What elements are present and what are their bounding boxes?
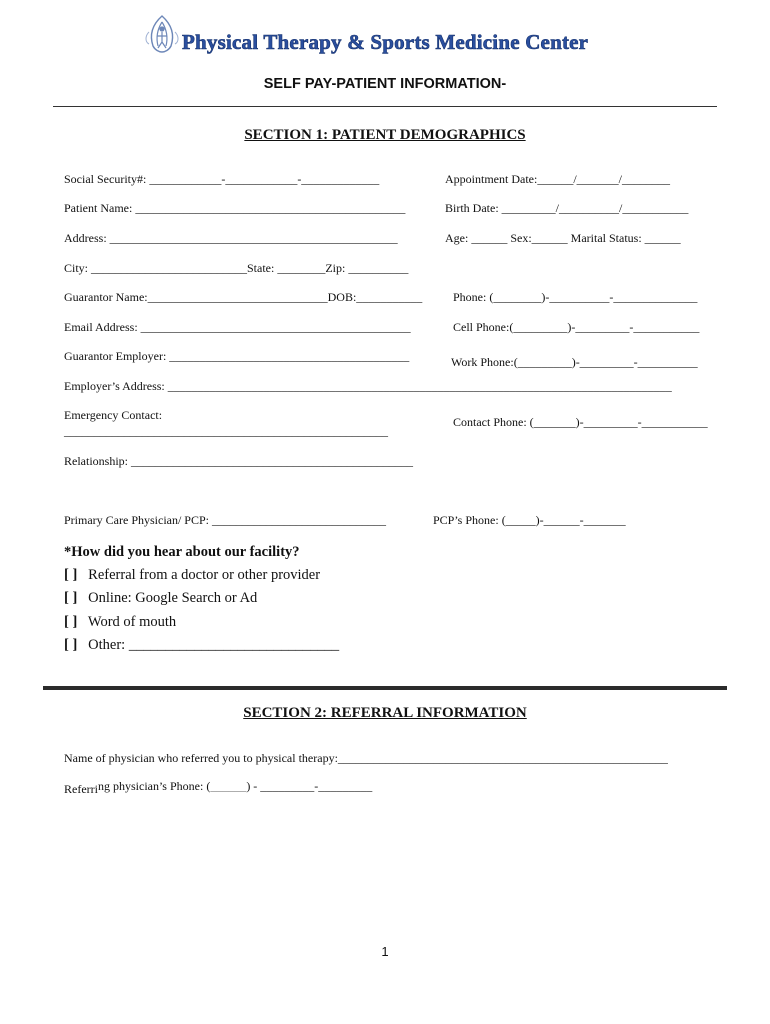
guarantor-name-field[interactable]: Guarantor Name:______________________________DOB:___________ (64, 290, 423, 304)
city-state-zip-field[interactable]: City: __________________________State: ________Zip: __________ (64, 261, 409, 275)
address-field[interactable]: Address: ________________________________________________ (64, 231, 398, 245)
contact-phone-field[interactable]: Contact Phone: (_______)-_________-___________ (453, 415, 708, 429)
section-divider (43, 686, 727, 690)
appointment-date-field[interactable]: Appointment Date:______/_______/________ (445, 172, 670, 186)
flame-figure-logo-icon (143, 14, 181, 54)
phone-field[interactable]: Phone: (________)-__________-______________ (453, 290, 698, 304)
emergency-contact-label: Emergency Contact: (64, 408, 163, 422)
checkbox[interactable]: [ ] (64, 567, 78, 583)
section2-heading: SECTION 2: REFERRAL INFORMATION (243, 705, 527, 721)
pcp-phone-field[interactable]: PCP’s Phone: (_____)-______-_______ (433, 513, 626, 527)
option-online[interactable] (64, 590, 257, 607)
guarantor-employer-field[interactable]: Guarantor Employer: ________________________________________ (64, 349, 410, 363)
patient-name-field[interactable]: Patient Name: _____________________________________________ (64, 201, 406, 215)
birth-date-field[interactable]: Birth Date: _________/__________/___________ (445, 201, 689, 215)
option-label: Referral from a doctor or other provider (88, 567, 321, 583)
referring-physician-name-field[interactable]: Name of physician who referred you to physical therapy:_______________________________________________________ (64, 751, 668, 765)
referral-source-question: *How did you hear about our facility? (64, 544, 300, 560)
cell-phone-field[interactable]: Cell Phone:(_________)-_________-___________ (453, 320, 700, 334)
option-other[interactable] (64, 637, 339, 654)
email-field[interactable]: Email Address: _____________________________________________ (64, 320, 411, 334)
referring-physician-phone-field[interactable] (64, 779, 372, 794)
ssn-field[interactable]: Social Security#: ____________-____________-_____________ (64, 172, 380, 186)
referring-phone-label: ng physician’s Phone: ( (97, 779, 211, 793)
option-label: Other: _____________________________ (88, 637, 340, 653)
work-phone-field[interactable]: Work Phone:(_________)-_________-__________ (451, 355, 698, 369)
divider (53, 106, 717, 107)
age-sex-marital-field[interactable]: Age: ______ Sex:______ Marital Status: ______ (445, 231, 681, 245)
relationship-field[interactable]: Relationship: _______________________________________________ (64, 454, 413, 468)
referring-phone-number[interactable]: ) - _________-_________ (246, 779, 373, 793)
option-label: Online: Google Search or Ad (88, 590, 258, 606)
emergency-contact-field[interactable]: ______________________________________________________ (64, 424, 388, 438)
page-title: Physical Therapy & Sports Medicine Center (182, 30, 589, 54)
option-label: Word of mouth (87, 614, 177, 630)
page-number: 1 (381, 944, 389, 959)
form-subtitle: SELF PAY-PATIENT INFORMATION- (263, 76, 507, 92)
section1-heading: SECTION 1: PATIENT DEMOGRAPHICS (244, 127, 526, 143)
option-doctor-referral[interactable] (64, 567, 320, 584)
employer-address-field[interactable]: Employer’s Address: ____________________________________________________________________________________ (64, 379, 672, 393)
referring-phone-area-code[interactable]: ______ (210, 779, 247, 793)
checkbox[interactable]: [ ] (64, 637, 78, 653)
referring-phone-prefix: Referri (64, 782, 98, 796)
option-word-of-mouth[interactable] (64, 614, 176, 631)
pcp-field[interactable]: Primary Care Physician/ PCP: _____________________________ (64, 513, 386, 527)
checkbox[interactable]: [ ] (64, 614, 78, 630)
checkbox[interactable]: [ ] (64, 590, 78, 606)
